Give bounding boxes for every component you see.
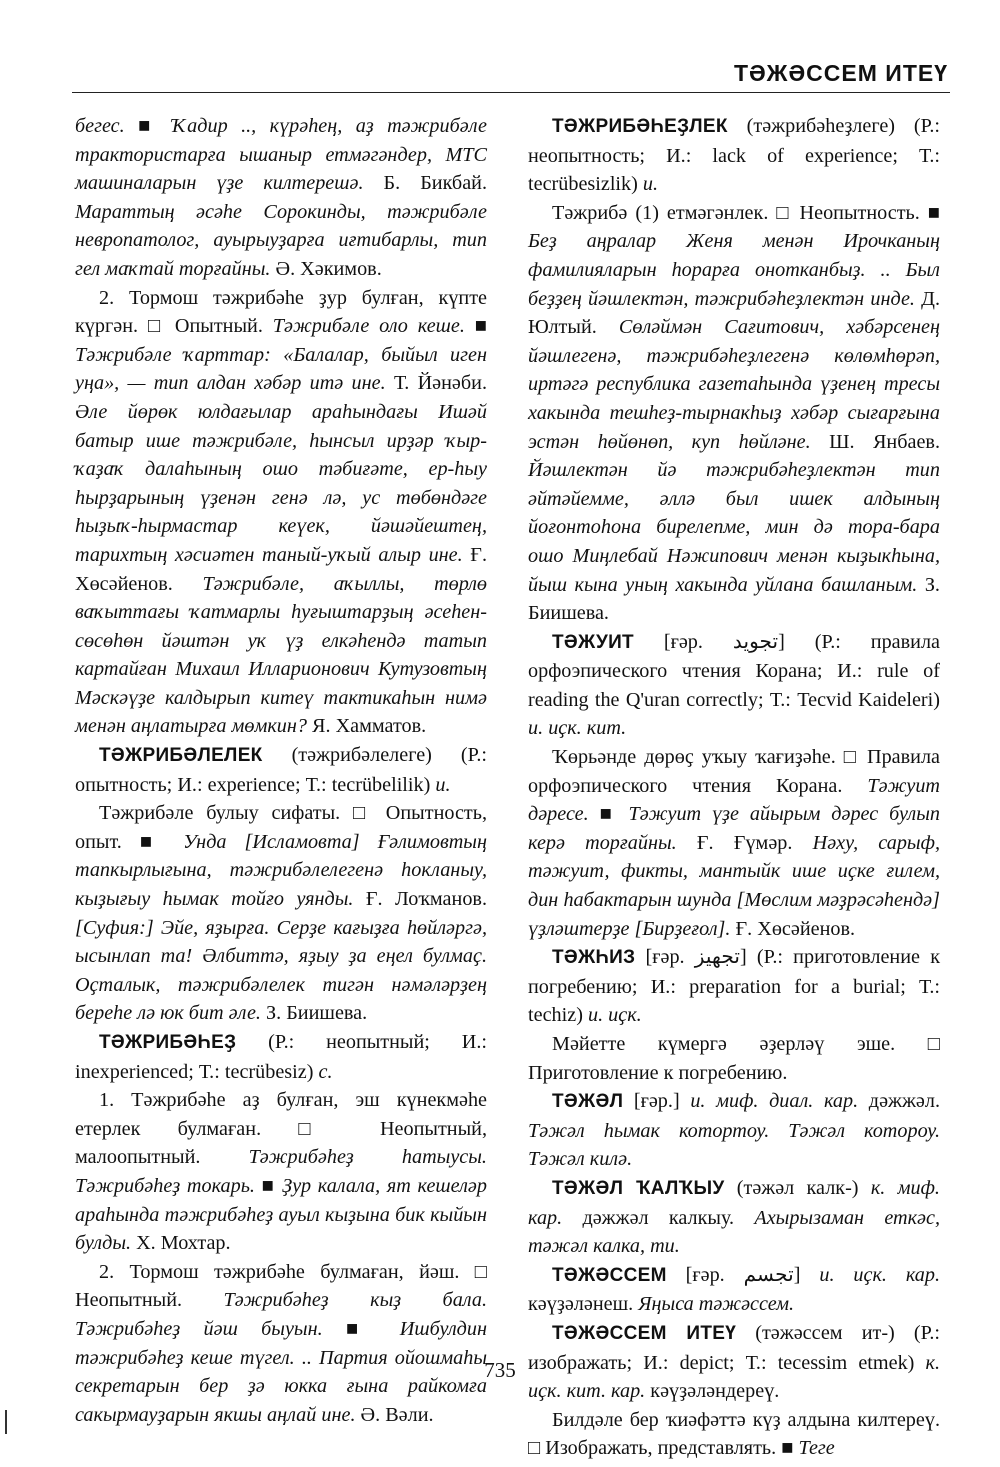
entry-example: Мараттың әсәһе Сорокинды, тәжрибәле невропатолог, ауырыуҙарға иғтибарлы, тип гел маҡтай торғайны. (75, 200, 487, 280)
headword: ТӘЖРИБӘЛЕЛЕК (99, 745, 263, 767)
headword: ТӘЖРИБӘҺЕҘ (99, 1032, 237, 1053)
headword: ТӘЖӘССЕМ ИТЕҮ (552, 1322, 737, 1344)
entry-text: [ғәр.] (623, 1090, 691, 1113)
entry-example: Тәжуит дәресе. ■ Тәжуит үҙе айырым дәрес булып керә торғайны. (528, 774, 940, 854)
dictionary-entry (528, 1174, 940, 1261)
dictionary-entry (528, 1087, 940, 1174)
entry-example: Йәшлектән йә тәжрибәһеҙлектән тип әйтәйемме, әллә был ишек алдының йоғонтоһона бирелепме, мин дә тора-бара ошо Миңлебай Нәжипович менән кыҙыкһына, йыш кына уның хакында уйлана башланым. (528, 459, 940, 596)
headword: ТӘЖРИБӘҺЕҘЛЕК (552, 116, 728, 137)
page-number: 735 (484, 1358, 516, 1382)
entry-paragraph (528, 743, 940, 943)
headword: ТӘЖУИТ (552, 631, 634, 653)
entry-example: с. (318, 1060, 333, 1083)
entry-paragraph (75, 112, 487, 284)
headword: ТӘЖӘЛ ҠАЛҠЫУ (552, 1177, 725, 1199)
entry-text: Т. Йәнәби. (385, 372, 487, 395)
entry-text: З. Биишева. (528, 573, 940, 625)
entry-text: кәүҙәләнеш. (528, 1293, 639, 1316)
entry-text: 2. Тормош тәжрибәһе ҙур булған, күпте күргән. □ Опытный. (75, 286, 487, 338)
entry-example: бегес. ■ Ҡадир .., күрәһең, аҙ тәжрибәле трактористарға ышаныр етмәгәндер, МТС машиналарын үҙе килтерешә. (75, 115, 487, 195)
entry-example: Тәжрибәле оло кеше. ■ Тәжрибәле ҡарттар: «Балалар, быйыл иген уңа», — тип алдан хәбәр итә ине. (75, 315, 488, 395)
running-head: ТӘЖӘССЕМ ИТЕҮ (733, 60, 948, 86)
entry-text: Тәжрибә (1) етмәгәнлек. □ Неопытность. ■ (552, 201, 940, 224)
entry-example: Тәжәл һымак котортоу. Тәжәл котороу. Тәжәл килә. (528, 1119, 940, 1171)
dictionary-entry (75, 1028, 487, 1086)
headword: ТӘЖӘССЕМ (552, 1264, 667, 1286)
entry-paragraph (528, 1030, 940, 1087)
entry-text: Х. Мохтар. (131, 1232, 231, 1255)
entry-paragraph (75, 1086, 487, 1258)
dictionary-entry (528, 628, 940, 743)
entry-text: Ҡөрьәнде дөрөҫ уҡыу ҡағиҙәһе. □ Правила орфоэпического чтения Корана. (528, 746, 940, 797)
entry-text: Мәйетте күмергә әҙерләү эше. □ Приготовление к погребению. (528, 1033, 940, 1084)
entry-example: Унда [Исламовта] Ғәлимовтың тапкырлығына, тәжрибәлелегенә һокланыу, кыҙығыу һымак тойғо уянды. (75, 830, 487, 911)
entry-text: 2. Тормош тәжрибәһе булмаған, йәш. □ Неопытный. (75, 1260, 487, 1312)
entry-example: Сөләймән Сағитович, хәбәрсенең йәшлегенә, тәжрибәһеҙлегенә көлөмһөрәп, иртәгә республика газетаһында үҙенең тресы хакында тешһеҙ-тырнакһыҙ хәбәр сығарғына эстән һөйөнөп, куп һөйләне. (528, 316, 940, 453)
dictionary-entry (528, 1261, 940, 1319)
entry-text: [ғәр. تجهيز] (Р.: приготовление к погребению; И.: preparation for a burial; Т.: techiz) (528, 946, 940, 1027)
entry-text: Ә. Вәли. (355, 1403, 434, 1426)
entry-example: и. иҫк. кар. (819, 1263, 941, 1286)
entry-text: кәүҙәләндереү. (645, 1380, 780, 1403)
entry-text: (тәжәссем ит-) (Р.: изображать; И.: depict; Т.: tecessim etmek) (528, 1321, 940, 1374)
entry-text: З. Биишева. (260, 1002, 368, 1025)
dictionary-entry (528, 943, 940, 1030)
entry-example: Яңыса тәжәссем. (638, 1293, 795, 1316)
entry-text: Ғ. Хөсәйенов. (730, 917, 856, 940)
entry-text: дәжжәл. (858, 1090, 941, 1113)
entry-text: Билдәле бер ҡиәфәттә күҙ алдына килтереү. □ Изображать, представлять. ■ (528, 1408, 940, 1460)
entry-example: Тәжрибәле, аҡыллы, төрлө ваҡыттағы ҡатмарлы һуғыштарҙың әсеһен-сөсөһөн йәштән уҡ үҙ елкәһендә татып картайған Михаил Илларионович Кутузовтың Мәскәүҙе калдырып китеү тактикаһын нимә менән аңлатырға мөмкин? (75, 572, 487, 738)
entry-paragraph (528, 1406, 940, 1463)
entry-example: Ахырызаман еткәс, тәжәл калка, ти. (528, 1206, 940, 1258)
entry-text: [ғәр. تجويد] (Р.: правила орфоэпического чтения Корана; И.: rule of reading the Q'uran correctly; Т.: Tecvid Kaideleri) (528, 630, 940, 711)
entry-text: (тәжәл калк-) (724, 1176, 871, 1199)
entry-text: [ғәр. تجسم] (666, 1263, 820, 1286)
entry-example: Нәху, сарыф, тәжуит, фикты, мантыйк ише иҫке ғилем, дин һабактарын шунда [Мөслим мәҙрәсәһендә] үҙләштерҙе [Бирҙеғол]. (528, 831, 940, 940)
entry-paragraph (528, 199, 940, 628)
entry-text: Ш. Янбаев. (810, 430, 941, 453)
entry-example: Теге (798, 1437, 835, 1460)
entry-text: Ә. Хәкимов. (270, 257, 382, 280)
entry-paragraph (75, 1258, 487, 1430)
entry-text: 1. Тәжрибәһе аҙ булған, эш күнекмәһе етерлек булмаған. □ Неопытный, малоопытный. (75, 1089, 487, 1169)
entry-example: и. иҫк. кит. (528, 717, 627, 740)
entry-example: и. иҫк. (587, 1004, 642, 1027)
entry-example: Тәжрибәһеҙ һатыусы. Тәжрибәһеҙ токарь. ■ Ҙур калала, ят кешеләр араһында тәжрибәһеҙ ауыл кыҙына бик кыйын булды. (75, 1146, 487, 1255)
entry-text: Б. Бикбай. (363, 172, 487, 195)
entry-example: [Суфия:] Эйе, яҙырға. Серҙе кағыҙға һөйләргә, ысынлап та! Әлбиттә, яҙыу ҙа еңел булмаҫ. Оҫталык, тәжрибәлелек тигән нәмәләрҙең береһе лә юк бит әле. (75, 916, 487, 1025)
header-rule (72, 92, 950, 93)
entry-example: и. (435, 773, 451, 796)
left-column (75, 112, 487, 1429)
entry-example: Беҙ аңралар Женя менән Ирочканың фамилияларын һорарға онотканбыҙ. .. Был беҙҙең йәшлектән, тәжрибәһеҙлектән инде. (528, 230, 940, 310)
entry-text: Д. Юлтый. (528, 287, 940, 339)
entry-paragraph (75, 799, 487, 1028)
entry-text: (тәжрибәлелеге) (Р.: опытность; И.: experience; Т.: tecrübelilik) (75, 744, 487, 796)
entry-example: и. миф. диал. кар. (690, 1090, 859, 1113)
entry-paragraph (75, 284, 487, 742)
dictionary-entry (75, 741, 487, 799)
entry-text: дәжжәл калкыу. (562, 1206, 755, 1229)
dictionary-entry (528, 112, 940, 199)
headword: ТӘЖӘЛ (552, 1091, 624, 1113)
entry-example: к. миф. кар. (528, 1176, 940, 1229)
entry-example: к. иҫк. кит. кар. (528, 1351, 940, 1403)
headword: ТӘЖҺИЗ (552, 947, 636, 969)
entry-example: Әле йөрөк юлдағылар араһындағы Ишәй батыр ише тәжрибәле, һынсыл ирҙәр ҡыр-ҡаҙаҡ далаһының ошо тәбиғәте, ер-һыу һырҙарының үҙенән генә лә, ус төбөндәге һыҙыҡ-һырмастар кеүек, йәшәйештең, тарихтың хәсиәтен таный-уҡый алыр ине. (75, 400, 487, 566)
entry-text: Ғ. Хөсәйенов. (75, 543, 487, 595)
entry-text: (тәжрибәһеҙлеге) (Р.: неопытность; И.: lack of experience; Т.: tecrübesizlik) (528, 115, 940, 196)
entry-example: и. (642, 173, 659, 196)
entry-text: Я. Хамматов. (307, 715, 427, 738)
scan-margin-mark (5, 1410, 7, 1434)
entry-example: Тәжрибәһеҙ кыҙ бала. Тәжрибәһеҙ йәш быуын. ■ Ишбулдин тәжрибәһеҙ кеше түгел. .. Партия ойошмаһы секретарын бер ҙә юкка ғына райкомға сакырмауҙарын якшы аңлай ине. (75, 1289, 487, 1426)
entry-text: Ғ. Ғүмәр. (676, 831, 813, 854)
entry-text: Ғ. Лоҡманов. (353, 888, 487, 911)
right-column (528, 112, 940, 1463)
entry-text: Тәжрибәле булыу сифаты. □ Опытность, опыт. ■ (75, 802, 487, 853)
entry-text: (Р.: неопытный; И.: inexperienced; Т.: tecrübesiz) (75, 1031, 487, 1083)
